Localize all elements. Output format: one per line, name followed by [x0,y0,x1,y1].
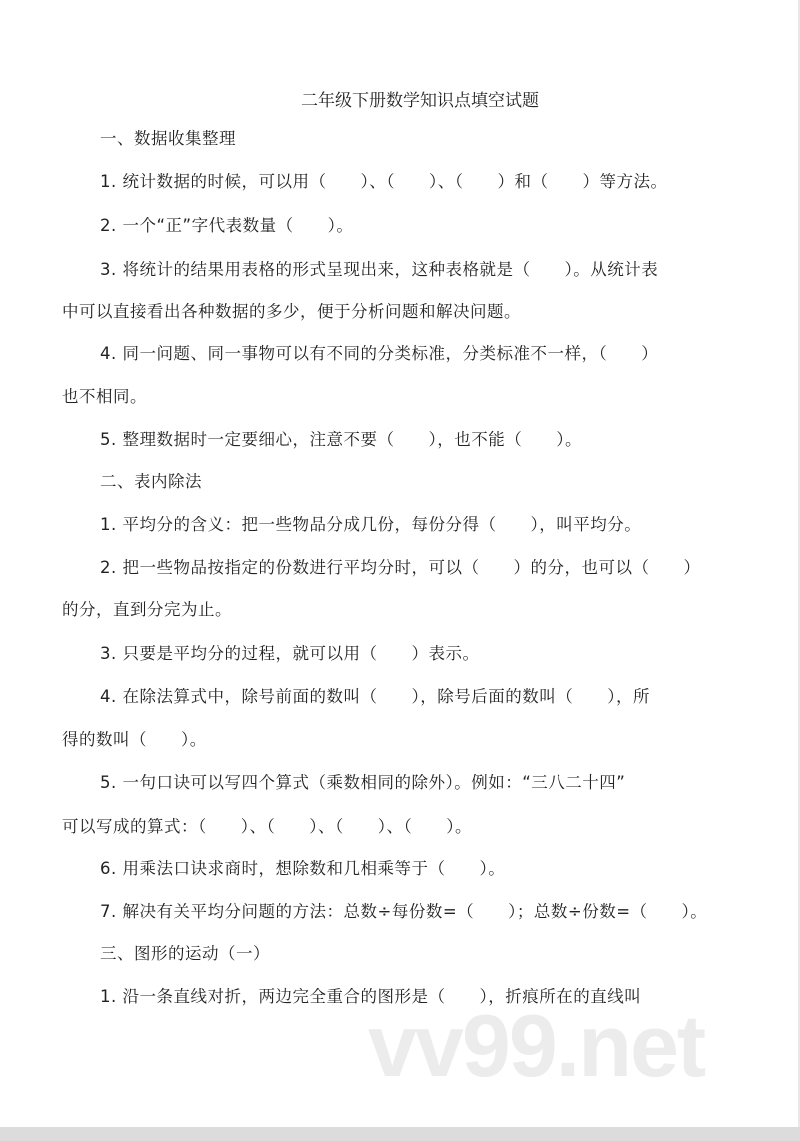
question-line: 6. 用乘法口诀求商时，想除数和几相乘等于（ ）。 [100,859,506,878]
question-line: 也不相同。 [62,387,147,406]
question-line: 5. 整理数据时一定要细心，注意不要（ ），也不能（ ）。 [100,430,582,449]
question-line: 得的数叫（ ）。 [62,730,207,749]
question-line: 1. 统计数据的时候，可以用（ ）、（ ）、（ ）和（ ）等方法。 [100,172,668,191]
section-heading: 一、数据收集整理 [100,129,236,148]
section-heading: 二、表内除法 [100,472,202,491]
question-line: 4. 在除法算式中，除号前面的数叫（ ），除号后面的数叫（ ），所 [100,687,650,706]
watermark: vv99.net [368,996,705,1095]
question-line: 的分，直到分完为止。 [62,600,232,619]
question-line: 7. 解决有关平均分问题的方法：总数÷每份数=（ ）；总数÷份数=（ ）。 [100,902,708,921]
question-line: 可以写成的算式：（ ）、（ ）、（ ）、（ ）。 [62,817,472,836]
question-line: 中可以直接看出各种数据的多少，便于分析问题和解决问题。 [62,302,521,321]
page-bottom-bar [0,1127,800,1141]
question-line: 3. 将统计的结果用表格的形式呈现出来，这种表格就是（ ）。从统计表 [100,260,659,279]
question-line: 1. 平均分的含义：把一些物品分成几份，每份分得（ ），叫平均分。 [100,515,642,534]
question-line: 2. 一个“正”字代表数量（ ）。 [100,216,354,235]
question-line: 2. 把一些物品按指定的份数进行平均分时，可以（ ）的分，也可以（ ） [100,558,701,577]
question-line: 3. 只要是平均分的过程，就可以用（ ）表示。 [100,644,480,663]
question-line: 5. 一句口诀可以写四个算式（乘数相同的除外）。例如：“三八二十四” [100,773,626,792]
document-title: 二年级下册数学知识点填空试题 [301,91,539,111]
question-line: 4. 同一问题、同一事物可以有不同的分类标准，分类标准不一样，（ ） [100,344,659,363]
question-line: 1. 沿一条直线对折，两边完全重合的图形是（ ），折痕所在的直线叫 [100,987,642,1006]
section-heading: 三、图形的运动（一） [100,944,270,963]
